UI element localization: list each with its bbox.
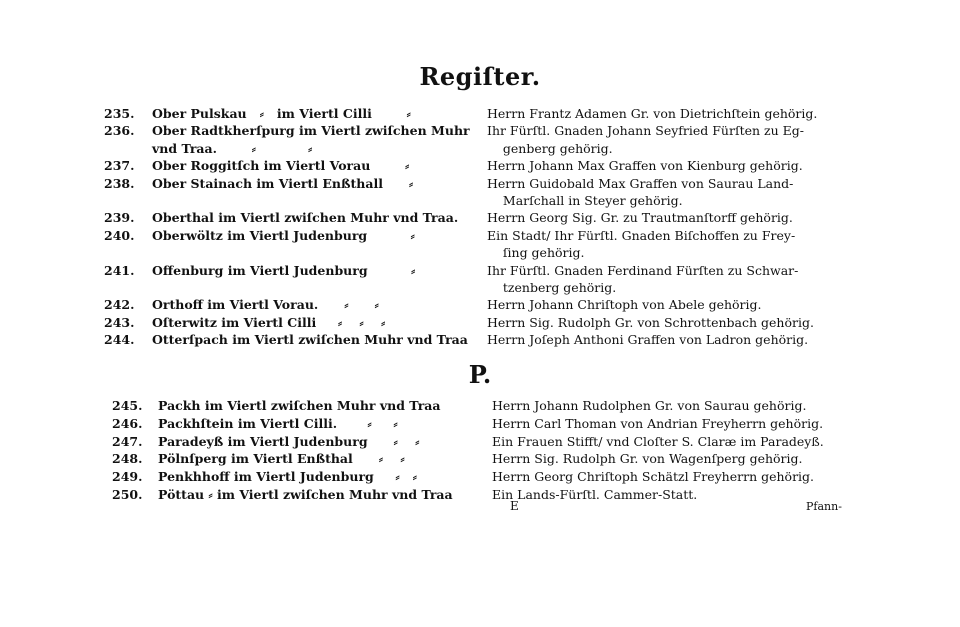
entry-owner: Herrn Johann Chriſtoph von Abele gehörig. <box>487 297 762 313</box>
register-entry <box>0 158 960 175</box>
entry-owner: Ein Lands-Fürſtl. Cammer-Statt. <box>492 487 698 502</box>
entry-owner: Herrn Georg Sig. Gr. zu Trautmanſtorff gehörig. <box>487 210 793 226</box>
entry-owner: Ihr Fürſtl. Gnaden Johann Seyfried Fürſten zu Eg- <box>487 123 804 139</box>
entry-owner: Herrn Guidobald Max Graffen von Saurau Land- <box>487 175 794 191</box>
entry-place: Pölnſperg im Viertl Enßthal ⸗ ⸗ <box>158 451 405 467</box>
catchword: Pfann- <box>806 500 842 513</box>
entry-number: 237. <box>104 158 135 174</box>
entry-number: 239. <box>104 210 135 226</box>
entry-number: 236. <box>104 123 135 139</box>
entry-owner: Herrn Johann Max Graffen von Kienburg gehörig. <box>487 158 803 174</box>
entry-place: Offenburg im Viertl Judenburg ⸗ <box>152 262 416 278</box>
entry-place: Packhſtein im Viertl Cilli. ⸗ ⸗ <box>158 415 398 431</box>
entry-owner: Herrn Joſeph Anthoni Graffen von Ladron gehörig. <box>487 332 809 348</box>
entry-place: Oberwöltz im Viertl Judenburg ⸗ <box>152 227 415 243</box>
entry-owner: tzenberg gehörig. <box>487 280 617 295</box>
section-heading-p: P. <box>468 360 492 389</box>
register-entry <box>0 210 960 227</box>
entry-number: 248. <box>112 451 143 467</box>
register-entry <box>0 106 960 123</box>
entry-place: Oberthal im Viertl zwiſchen Muhr vnd Traa. <box>152 210 459 226</box>
entry-place: Ober Pulskau ⸗ im Viertl Cilli ⸗ <box>152 106 411 121</box>
entry-place: Penkhhoff im Viertl Judenburg ⸗ ⸗ <box>158 469 417 485</box>
entry-number: 238. <box>104 175 135 191</box>
entry-place: vnd Traa. ⸗ ⸗ <box>152 140 313 156</box>
entry-number: 243. <box>104 314 135 330</box>
entry-number: 246. <box>112 415 143 431</box>
register-entry <box>0 332 960 349</box>
register-entry <box>0 451 960 469</box>
register-entry <box>0 398 960 416</box>
register-entry <box>0 263 960 280</box>
register-entry <box>0 416 960 434</box>
entry-place: Ober Stainach im Viertl Enßthall ⸗ <box>152 175 414 191</box>
register-entry <box>0 141 960 158</box>
entry-owner: Marſchall in Steyer gehörig. <box>487 193 683 208</box>
entry-number: 245. <box>112 398 143 413</box>
entry-owner: Herrn Frantz Adamen Gr. von Dietrichſtein gehörig. <box>487 106 818 121</box>
register-entry <box>0 193 960 210</box>
register-entry <box>0 123 960 140</box>
entry-owner: Herrn Johann Rudolphen Gr. von Saurau gehörig. <box>492 398 807 413</box>
register-entry <box>0 176 960 193</box>
page-title: Regiſter. <box>419 62 541 91</box>
entry-number: 235. <box>104 106 135 121</box>
register-entry <box>0 469 960 487</box>
entry-number: 242. <box>104 297 135 313</box>
register-entry <box>0 280 960 297</box>
entry-place: Paradeyß im Viertl Judenburg ⸗ ⸗ <box>158 433 420 449</box>
register-entry <box>0 434 960 452</box>
entry-owner: Herrn Georg Chriſtoph Schätzl Freyherrn gehörig. <box>492 469 815 485</box>
entry-owner: genberg gehörig. <box>487 140 613 156</box>
register-entry <box>0 245 960 262</box>
entry-place: Pöttau ⸗ im Viertl zwiſchen Muhr vnd Traa <box>158 487 453 502</box>
entry-owner: Herrn Sig. Rudolph Gr. von Wagenſperg gehörig. <box>492 451 803 467</box>
entry-place: Ober Radtkherſpurg im Viertl zwiſchen Muhr <box>152 123 470 139</box>
register-entry <box>0 228 960 245</box>
entry-number: 241. <box>104 262 135 278</box>
entry-owner: Ein Stadt/ Ihr Fürſtl. Gnaden Biſchoffen zu Frey- <box>487 227 796 243</box>
entry-owner: ſing gehörig. <box>487 245 585 261</box>
entry-place: Ober Roggitſch im Viertl Vorau ⸗ <box>152 158 410 174</box>
entry-number: 240. <box>104 227 135 243</box>
register-entry <box>0 315 960 332</box>
register-entry <box>0 297 960 314</box>
entry-owner: Ihr Fürſtl. Gnaden Ferdinand Fürſten zu Schwar- <box>487 262 799 278</box>
entry-number: 247. <box>112 433 143 449</box>
entry-owner: Herrn Carl Thoman von Andrian Freyherrn gehörig. <box>492 415 824 431</box>
entry-number: 249. <box>112 469 143 485</box>
entry-number: 244. <box>104 332 135 348</box>
entry-place: Oſterwitz im Viertl Cilli ⸗ ⸗ ⸗ <box>152 314 386 330</box>
entry-owner: Herrn Sig. Rudolph Gr. von Schrottenbach gehörig. <box>487 314 814 330</box>
entry-place: Packh im Viertl zwiſchen Muhr vnd Traa <box>158 398 441 413</box>
entry-place: Otterſpach im Viertl zwiſchen Muhr vnd Traa <box>152 332 468 348</box>
entry-owner: Ein Frauen Stifft/ vnd Cloſter S. Claræ im Paradeyß. <box>492 433 824 449</box>
entry-place: Orthoff im Viertl Vorau. ⸗ ⸗ <box>152 297 379 313</box>
entry-number: 250. <box>112 487 143 502</box>
signature-mark: E <box>510 499 519 513</box>
